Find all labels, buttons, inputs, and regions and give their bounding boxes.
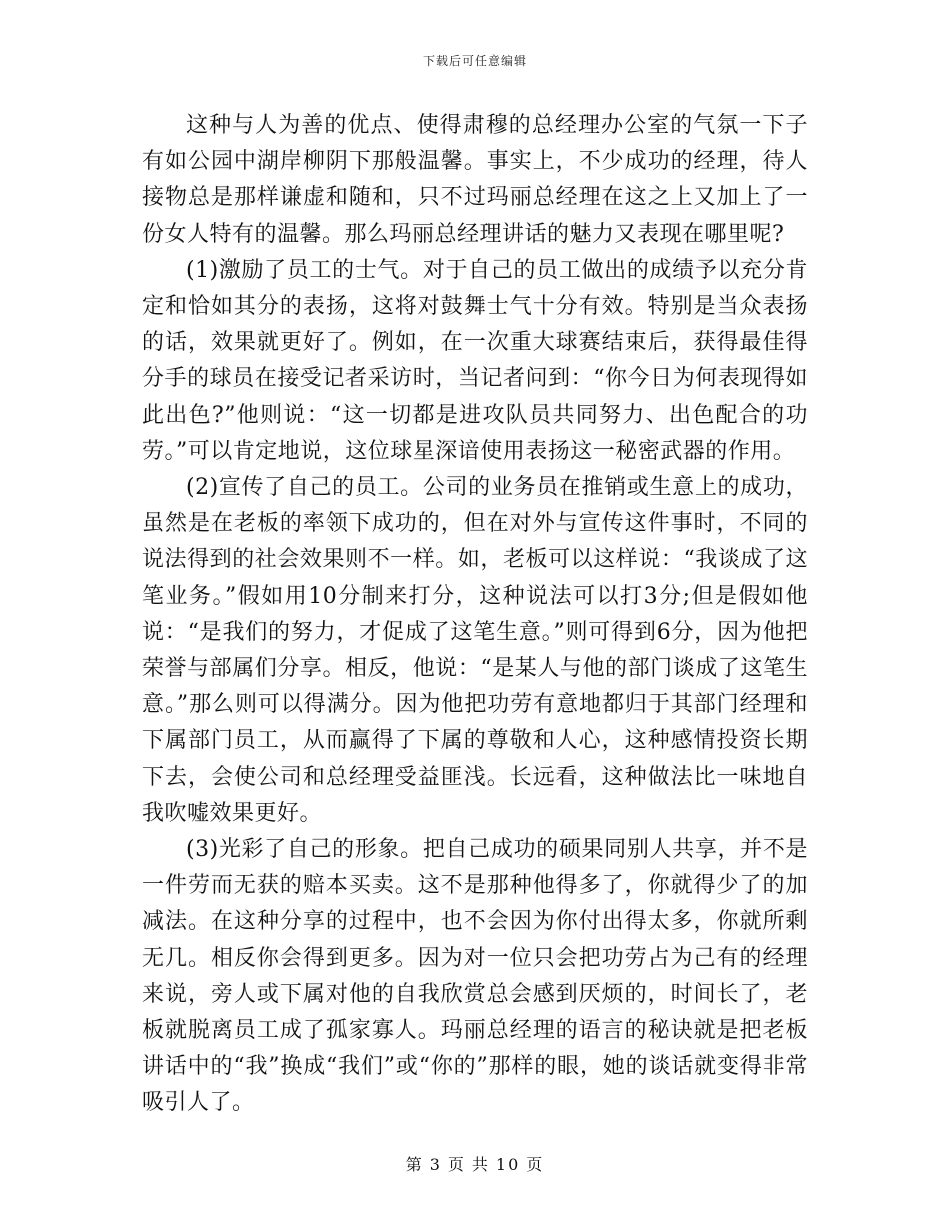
footer-total-word: 共: [471, 1155, 490, 1174]
paragraph-point-2: (2)宣传了自己的员工。公司的业务员在推销或生意上的成功，虽然是在老板的率领下成功的，但在对外与宣传这件事时，不同的说法得到的社会效果则不一样。如，老板可以这样说：“我谈成了这笔业务。”假如用10分制来打分，这种说法可以打3分;但是假如他说：“是我们的努力，才促成了这笔生意。”则可得到6分，因为他把荣誉与部属们分享。相反，他说：“是某人与他的部门谈成了这笔生意。”那么则可以得满分。因为他把功劳有意地都归于其部门经理和下属部门员工，从而赢得了下属的尊敬和人心，这种感情投资长期下去，会使公司和总经理受益匪浅。长远看，这种做法比一味地自我吹嘘效果更好。: [142, 475, 808, 826]
paragraph-point-3: (3)光彩了自己的形象。把自己成功的硕果同别人共享，并不是一件劳而无获的赔本买卖。这不是那种他得多了，你就得少了的加减法。在这种分享的过程中，也不会因为你付出得太多，你就所剩无几。相反你会得到更多。因为对一位只会把功劳占为己有的经理来说，旁人或下属对他的自我欣赏总会感到厌烦的，时间长了，老板就脱离员工成了孤家寡人。玛丽总经理的语言的秘诀就是把老板讲话中的“我”换成“我们”或“你的”那样的眼，她的谈话就变得非常吸引人了。: [142, 837, 808, 1116]
page-footer: [0, 1152, 950, 1175]
paragraph-point-1: (1)激励了员工的士气。对于自己的员工做出的成绩予以充分肯定和恰如其分的表扬，这将对鼓舞士气十分有效。特别是当众表扬的话，效果就更好了。例如，在一次重大球赛结束后，获得最佳得分手的球员在接受记者采访时，当记者问到：“你今日为何表现得如此出色?”他则说：“这一切都是进攻队员共同努力、出色配合的功劳。”可以肯定地说，这位球星深谙使用表扬这一秘密武器的作用。: [142, 257, 808, 464]
footer-page-word: 页: [447, 1155, 466, 1174]
footer-current-page: 3: [429, 1155, 442, 1174]
page-header: 下载后可任意编辑: [422, 54, 527, 68]
footer-total-pages: 10: [495, 1155, 521, 1174]
document-body: [142, 108, 808, 1122]
paragraph-intro: 这种与人为善的优点、使得肃穆的总经理办公室的气氛一下子有如公园中湖岸柳阴下那般温馨。事实上，不少成功的经理，待人接物总是那样谦虚和随和，只不过玛丽总经理在这之上又加上了一份女人特有的温馨。那么玛丽总经理讲话的魅力又表现在哪里呢?: [142, 113, 808, 247]
footer-prefix: 第: [405, 1155, 424, 1174]
footer-suffix: 页: [526, 1155, 545, 1174]
